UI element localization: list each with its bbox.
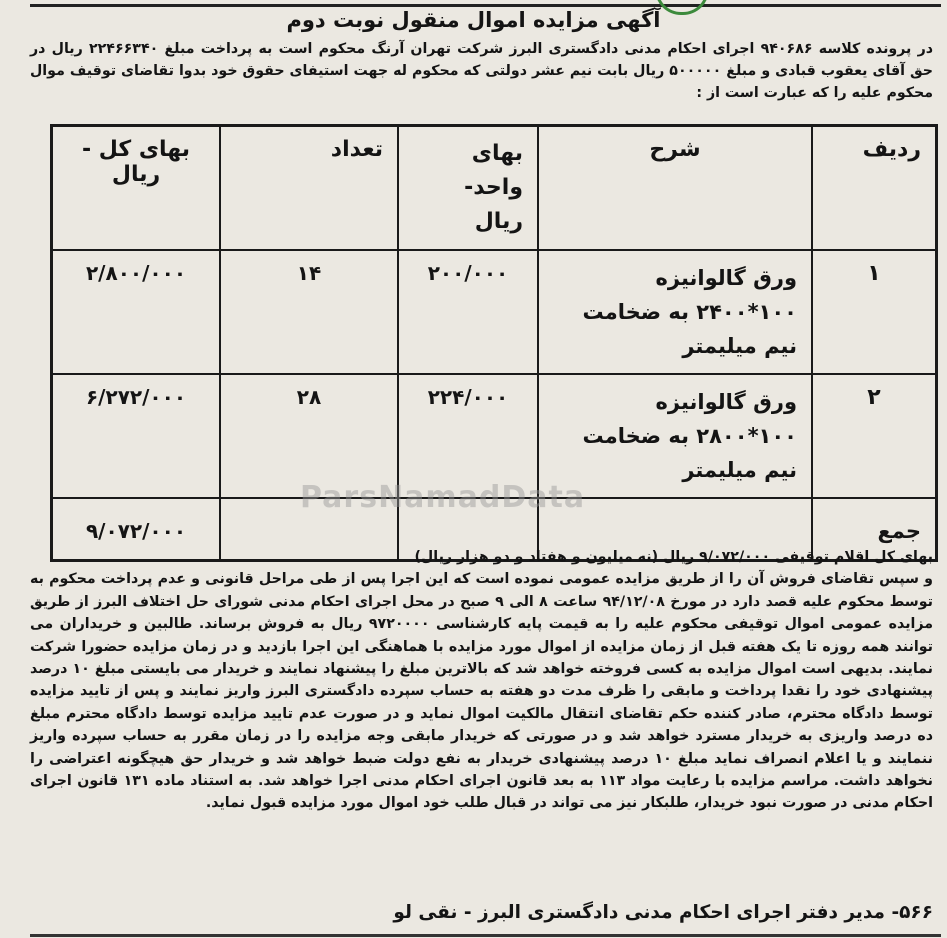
header-quantity: تعداد bbox=[220, 126, 398, 251]
total-summary-line: بهای کل اقلام توقیفی ۹/۰۷۲/۰۰۰ ریال (نه میلیون و هفتاد و دو هزار ریال) bbox=[414, 549, 933, 565]
table-row bbox=[52, 250, 937, 374]
body-text: و سپس تقاضای فروش آن را از طریق مزایده عمومی نموده است که این اجرا پس از طی مراحل قانونی و عدم پرداخت محکوم به توسط محکوم علیه قصد دارد در مورخ ۹۴/۱۲/۰۸ ساعت ۸ الی ۹ صبح در محل اجرای احکام مدنی شورای حل اختلاف البرز از طریق مزایده عمومی اموال توقیفی محکوم علیه را به قیمت پایه کارشناسی ۹۷۲۰۰۰۰ ریال به فروش برساند. طالبین و خریداران می توانند همه روزه تا یک هفته قبل از زمان مزایده از اموال مورد مزایده با هماهنگی این اجرا بازدید و در زمان مزایده حضورا شرکت نمایند. بدیهی است اموال مزایده به کسی فروخته خواهد شد که بالاترین مبلغ را پیشنهاد نمایند و خریدار می بایستی مبلغ ۱۰ درصد پیشنهادی خود را نقدا پرداخت و مابقی را ظرف مدت دو هفته به حساب سپرده دادگستری البرز واریز نمایند و پس از تایید مزایده توسط دادگاه محترم، صادر کننده حکم تقاضای انتقال مالکیت اموال نماید و در صورت عدم تایید مزایده توسط دادگاه محترم مبلغ ده درصد واریزی به خریدار مسترد خواهد شد و در صورتی که خریدار مابقی وجه مزایده را در زمان مقرر به حساب سپرده واریز ننمایند و یا اعلام انصراف نماید مبلغ ۱۰ درصد پیشنهادی خریدار به نفع دولت ضبط خواهد شد و خریدار حق هیچگونه اعتراضی را نخواهد داشت. مراسم مزایده با رعایت مواد ۱۱۳ به بعد قانون اجرای احکام مدنی اجرا خواهد شد. به استناد ماده ۱۳۱ قانون اجرای احکام مدنی در صورت نبود خریدار، طلبکار نیز می تواند در قبال طلب خود اموال مورد مزایده قبول نماید. bbox=[30, 571, 934, 812]
table-header-row bbox=[52, 126, 937, 251]
row-number: ۱ bbox=[812, 250, 937, 374]
sum-label: جمع bbox=[812, 498, 937, 561]
notice-title: آگهی مزایده اموال منقول نوبت دوم bbox=[286, 8, 661, 32]
row-unit-price: ۲۰۰/۰۰۰ bbox=[398, 250, 538, 374]
watermark-text: ParsNamadData bbox=[300, 480, 586, 515]
row-unit-price: ۲۲۴/۰۰۰ bbox=[398, 374, 538, 498]
row-quantity: ۱۴ bbox=[220, 250, 398, 374]
signature-line: ۵۶۶- مدیر دفتر اجرای احکام مدنی دادگستری البرز - نقی لو bbox=[393, 902, 933, 923]
header-total-price: بهای کل - ریال bbox=[52, 126, 221, 251]
top-border bbox=[30, 4, 941, 7]
row-quantity: ۲۸ bbox=[220, 374, 398, 498]
header-description: شرح bbox=[538, 126, 812, 251]
header-radif: ردیف bbox=[812, 126, 937, 251]
row-number: ۲ bbox=[812, 374, 937, 498]
body-paragraph bbox=[30, 546, 933, 815]
row-description: ورق گالوانیزه ۱۰۰*۲۴۰۰ به ضخامت نیم میلیمتر bbox=[538, 250, 812, 374]
row-total-price: ۶/۲۷۲/۰۰۰ bbox=[52, 374, 221, 498]
sum-total: ۹/۰۷۲/۰۰۰ bbox=[52, 498, 221, 561]
header-unit-price: بهای واحد- ریال bbox=[398, 126, 538, 251]
intro-paragraph: در پرونده کلاسه ۹۴۰۶۸۶ اجرای احکام مدنی دادگستری البرز شرکت تهران آرنگ محکوم است به پرداخت مبلغ ۲۲۴۶۶۳۴۰ ریال در حق آقای یعقوب قبادی و مبلغ ۵۰۰۰۰۰ ریال بابت نیم عشر دولتی که محکوم له جهت استیفای حقوق خود بدوا تقاضای توقیف موال محکوم علیه را که عبارت است از : bbox=[30, 41, 934, 101]
row-total-price: ۲/۸۰۰/۰۰۰ bbox=[52, 250, 221, 374]
bottom-border bbox=[30, 934, 941, 937]
row-description: ورق گالوانیزه ۱۰۰*۲۸۰۰ به ضخامت نیم میلیمتر bbox=[538, 374, 812, 498]
